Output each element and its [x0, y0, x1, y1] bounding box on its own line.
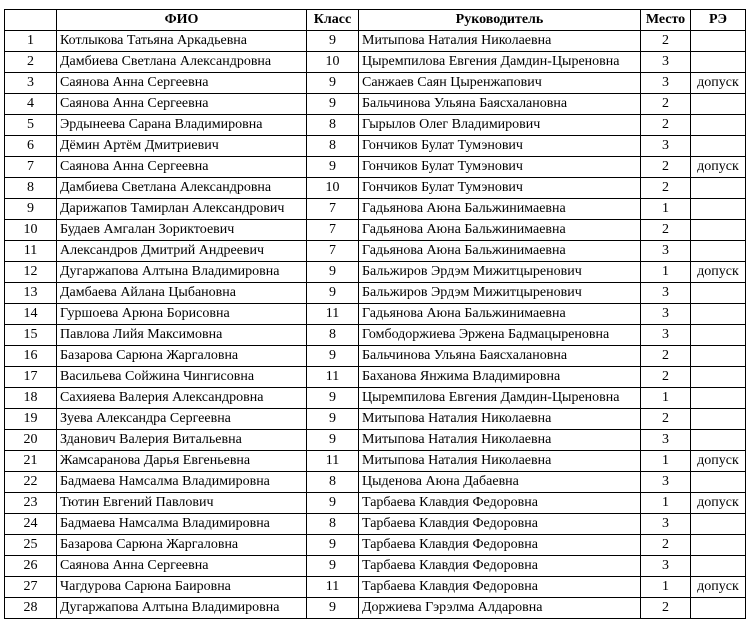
re-status — [691, 199, 746, 220]
supervisor-name: Гадьянова Аюна Бальжинимаевна — [359, 220, 641, 241]
place-cell: 3 — [641, 556, 691, 577]
supervisor-name: Доржиева Гэрэлма Алдаровна — [359, 598, 641, 619]
re-status — [691, 535, 746, 556]
row-number: 8 — [5, 178, 57, 199]
supervisor-name: Гончиков Булат Тумэнович — [359, 136, 641, 157]
re-status — [691, 241, 746, 262]
supervisor-name: Митыпова Наталия Николаевна — [359, 430, 641, 451]
student-name: Саянова Анна Сергеевна — [57, 556, 307, 577]
student-name: Дамбиева Светлана Александровна — [57, 178, 307, 199]
supervisor-name: Бальжиров Эрдэм Мижитцыренович — [359, 283, 641, 304]
place-cell: 1 — [641, 262, 691, 283]
table-row — [5, 52, 746, 73]
student-name: Бадмаева Намсалма Владимировна — [57, 472, 307, 493]
re-status — [691, 136, 746, 157]
table-row — [5, 577, 746, 598]
table-row — [5, 31, 746, 52]
supervisor-name: Цыремпилова Евгения Дамдин-Цыреновна — [359, 52, 641, 73]
grade-cell: 9 — [307, 430, 359, 451]
table-row — [5, 115, 746, 136]
row-number: 13 — [5, 283, 57, 304]
grade-cell: 8 — [307, 136, 359, 157]
grade-cell: 9 — [307, 31, 359, 52]
place-cell: 2 — [641, 178, 691, 199]
table-row — [5, 283, 746, 304]
row-number: 9 — [5, 199, 57, 220]
row-number: 17 — [5, 367, 57, 388]
place-cell: 1 — [641, 199, 691, 220]
supervisor-name: Гырылов Олег Владимирович — [359, 115, 641, 136]
table-row — [5, 73, 746, 94]
supervisor-name: Цыденова Аюна Дабаевна — [359, 472, 641, 493]
place-cell: 2 — [641, 94, 691, 115]
grade-cell: 11 — [307, 367, 359, 388]
student-name: Дамбаева Айлана Цыбановна — [57, 283, 307, 304]
supervisor-name: Бальчинова Ульяна Баясхалановна — [359, 94, 641, 115]
place-cell: 2 — [641, 115, 691, 136]
grade-cell: 11 — [307, 577, 359, 598]
results-table-container — [4, 9, 746, 619]
table-row — [5, 430, 746, 451]
grade-cell: 9 — [307, 598, 359, 619]
grade-cell: 7 — [307, 199, 359, 220]
grade-cell: 9 — [307, 556, 359, 577]
supervisor-name: Тарбаева Клавдия Федоровна — [359, 514, 641, 535]
re-status — [691, 409, 746, 430]
student-name: Дугаржапова Алтына Владимировна — [57, 598, 307, 619]
grade-cell: 10 — [307, 52, 359, 73]
grade-cell: 9 — [307, 262, 359, 283]
table-body — [5, 31, 746, 619]
row-number: 27 — [5, 577, 57, 598]
place-cell: 3 — [641, 325, 691, 346]
re-status — [691, 31, 746, 52]
supervisor-name: Тарбаева Клавдия Федоровна — [359, 577, 641, 598]
supervisor-name: Митыпова Наталия Николаевна — [359, 451, 641, 472]
re-status — [691, 514, 746, 535]
student-name: Базарова Сарюна Жаргаловна — [57, 346, 307, 367]
supervisor-name: Тарбаева Клавдия Федоровна — [359, 493, 641, 514]
table-row — [5, 157, 746, 178]
header-re: РЭ — [691, 10, 746, 31]
grade-cell: 10 — [307, 178, 359, 199]
grade-cell: 9 — [307, 346, 359, 367]
row-number: 20 — [5, 430, 57, 451]
student-name: Саянова Анна Сергеевна — [57, 73, 307, 94]
table-row — [5, 535, 746, 556]
row-number: 25 — [5, 535, 57, 556]
student-name: Чагдурова Сарюна Баировна — [57, 577, 307, 598]
row-number: 4 — [5, 94, 57, 115]
re-status — [691, 367, 746, 388]
table-row — [5, 472, 746, 493]
supervisor-name: Гомбодоржиева Эржена Бадмацыреновна — [359, 325, 641, 346]
re-status: допуск — [691, 493, 746, 514]
place-cell: 1 — [641, 577, 691, 598]
grade-cell: 9 — [307, 283, 359, 304]
table-row — [5, 514, 746, 535]
grade-cell: 8 — [307, 115, 359, 136]
re-status — [691, 472, 746, 493]
table-row — [5, 178, 746, 199]
supervisor-name: Тарбаева Клавдия Федоровна — [359, 556, 641, 577]
re-status: допуск — [691, 73, 746, 94]
re-status — [691, 283, 746, 304]
table-row — [5, 262, 746, 283]
table-row — [5, 367, 746, 388]
student-name: Дамбиева Светлана Александровна — [57, 52, 307, 73]
supervisor-name: Митыпова Наталия Николаевна — [359, 31, 641, 52]
header-supervisor: Руководитель — [359, 10, 641, 31]
place-cell: 2 — [641, 346, 691, 367]
row-number: 12 — [5, 262, 57, 283]
re-status: допуск — [691, 577, 746, 598]
grade-cell: 7 — [307, 220, 359, 241]
supervisor-name: Бальжиров Эрдэм Мижитцыренович — [359, 262, 641, 283]
student-name: Александров Дмитрий Андреевич — [57, 241, 307, 262]
table-header — [5, 10, 746, 31]
student-name: Гуршоева Арюна Борисовна — [57, 304, 307, 325]
supervisor-name: Митыпова Наталия Николаевна — [359, 409, 641, 430]
row-number: 19 — [5, 409, 57, 430]
place-cell: 1 — [641, 493, 691, 514]
re-status: допуск — [691, 451, 746, 472]
student-name: Павлова Лийя Максимовна — [57, 325, 307, 346]
re-status — [691, 115, 746, 136]
place-cell: 3 — [641, 514, 691, 535]
re-status — [691, 325, 746, 346]
supervisor-name: Гадьянова Аюна Бальжинимаевна — [359, 199, 641, 220]
table-row — [5, 409, 746, 430]
header-num — [5, 10, 57, 31]
row-number: 6 — [5, 136, 57, 157]
grade-cell: 9 — [307, 409, 359, 430]
table-row — [5, 598, 746, 619]
re-status — [691, 178, 746, 199]
table-row — [5, 304, 746, 325]
re-status — [691, 94, 746, 115]
student-name: Тютин Евгений Павлович — [57, 493, 307, 514]
row-number: 3 — [5, 73, 57, 94]
row-number: 21 — [5, 451, 57, 472]
grade-cell: 7 — [307, 241, 359, 262]
re-status — [691, 598, 746, 619]
place-cell: 2 — [641, 535, 691, 556]
re-status: допуск — [691, 262, 746, 283]
student-name: Саянова Анна Сергеевна — [57, 157, 307, 178]
row-number: 1 — [5, 31, 57, 52]
re-status — [691, 304, 746, 325]
table-row — [5, 199, 746, 220]
table-row — [5, 388, 746, 409]
header-place: Место — [641, 10, 691, 31]
re-status — [691, 430, 746, 451]
row-number: 2 — [5, 52, 57, 73]
header-name: ФИО — [57, 10, 307, 31]
row-number: 18 — [5, 388, 57, 409]
place-cell: 2 — [641, 409, 691, 430]
student-name: Будаев Амгалан Зориктоевич — [57, 220, 307, 241]
place-cell: 3 — [641, 283, 691, 304]
place-cell: 2 — [641, 598, 691, 619]
row-number: 23 — [5, 493, 57, 514]
re-status — [691, 346, 746, 367]
student-name: Жамсаранова Дарья Евгеньевна — [57, 451, 307, 472]
header-grade: Класс — [307, 10, 359, 31]
place-cell: 3 — [641, 472, 691, 493]
row-number: 16 — [5, 346, 57, 367]
place-cell: 3 — [641, 136, 691, 157]
grade-cell: 9 — [307, 73, 359, 94]
table-row — [5, 325, 746, 346]
row-number: 14 — [5, 304, 57, 325]
results-table — [4, 9, 746, 619]
grade-cell: 9 — [307, 157, 359, 178]
row-number: 28 — [5, 598, 57, 619]
student-name: Дугаржапова Алтына Владимировна — [57, 262, 307, 283]
supervisor-name: Гадьянова Аюна Бальжинимаевна — [359, 241, 641, 262]
grade-cell: 8 — [307, 514, 359, 535]
student-name: Васильева Сойжина Чингисовна — [57, 367, 307, 388]
grade-cell: 9 — [307, 388, 359, 409]
table-row — [5, 241, 746, 262]
re-status: допуск — [691, 157, 746, 178]
student-name: Дёмин Артём Дмитриевич — [57, 136, 307, 157]
re-status — [691, 556, 746, 577]
student-name: Зуева Александра Сергеевна — [57, 409, 307, 430]
re-status — [691, 52, 746, 73]
grade-cell: 9 — [307, 94, 359, 115]
place-cell: 2 — [641, 367, 691, 388]
supervisor-name: Бальчинова Ульяна Баясхалановна — [359, 346, 641, 367]
table-row — [5, 556, 746, 577]
table-row — [5, 346, 746, 367]
student-name: Котлыкова Татьяна Аркадьевна — [57, 31, 307, 52]
grade-cell: 11 — [307, 451, 359, 472]
row-number: 22 — [5, 472, 57, 493]
place-cell: 3 — [641, 430, 691, 451]
grade-cell: 9 — [307, 493, 359, 514]
student-name: Сахияева Валерия Александровна — [57, 388, 307, 409]
table-row — [5, 136, 746, 157]
supervisor-name: Гончиков Булат Тумэнович — [359, 178, 641, 199]
student-name: Саянова Анна Сергеевна — [57, 94, 307, 115]
place-cell: 3 — [641, 304, 691, 325]
place-cell: 3 — [641, 241, 691, 262]
grade-cell: 8 — [307, 325, 359, 346]
table-row — [5, 493, 746, 514]
student-name: Эрдынеева Сарана Владимировна — [57, 115, 307, 136]
re-status — [691, 220, 746, 241]
row-number: 26 — [5, 556, 57, 577]
header-row — [5, 10, 746, 31]
row-number: 10 — [5, 220, 57, 241]
table-row — [5, 220, 746, 241]
table-row — [5, 451, 746, 472]
row-number: 7 — [5, 157, 57, 178]
student-name: Базарова Сарюна Жаргаловна — [57, 535, 307, 556]
row-number: 15 — [5, 325, 57, 346]
place-cell: 1 — [641, 388, 691, 409]
place-cell: 1 — [641, 451, 691, 472]
place-cell: 3 — [641, 52, 691, 73]
grade-cell: 9 — [307, 535, 359, 556]
row-number: 5 — [5, 115, 57, 136]
supervisor-name: Баханова Янжима Владимировна — [359, 367, 641, 388]
student-name: Бадмаева Намсалма Владимировна — [57, 514, 307, 535]
grade-cell: 11 — [307, 304, 359, 325]
place-cell: 2 — [641, 157, 691, 178]
supervisor-name: Санжаев Саян Цыренжапович — [359, 73, 641, 94]
student-name: Дарижапов Тамирлан Александрович — [57, 199, 307, 220]
supervisor-name: Тарбаева Клавдия Федоровна — [359, 535, 641, 556]
row-number: 24 — [5, 514, 57, 535]
supervisor-name: Цыремпилова Евгения Дамдин-Цыреновна — [359, 388, 641, 409]
place-cell: 3 — [641, 73, 691, 94]
place-cell: 2 — [641, 31, 691, 52]
supervisor-name: Гончиков Булат Тумэнович — [359, 157, 641, 178]
table-row — [5, 94, 746, 115]
grade-cell: 8 — [307, 472, 359, 493]
place-cell: 2 — [641, 220, 691, 241]
row-number: 11 — [5, 241, 57, 262]
re-status — [691, 388, 746, 409]
supervisor-name: Гадьянова Аюна Бальжинимаевна — [359, 304, 641, 325]
student-name: Зданович Валерия Витальевна — [57, 430, 307, 451]
